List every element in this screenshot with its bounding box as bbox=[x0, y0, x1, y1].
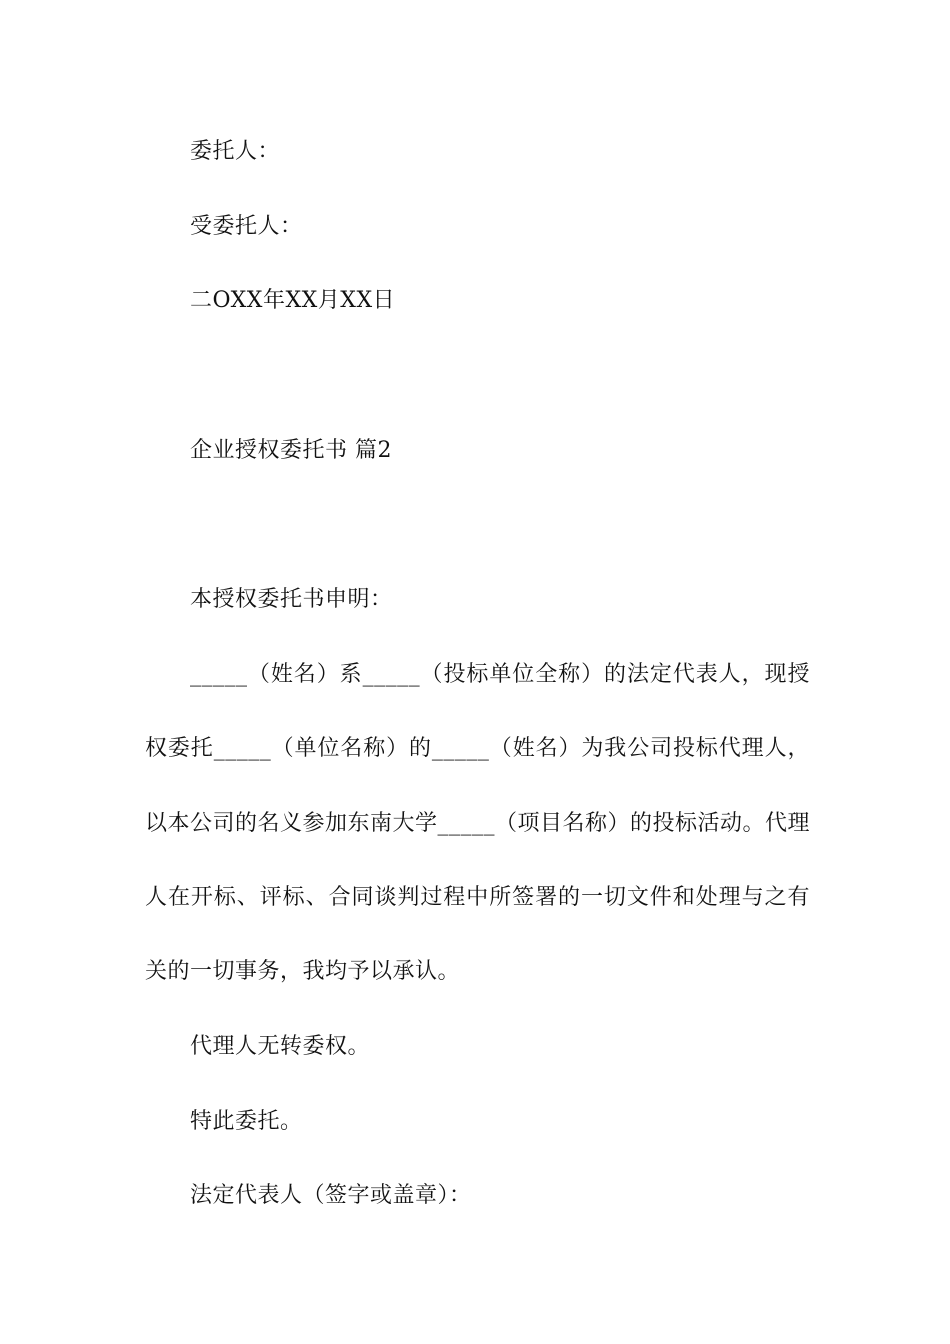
body-line: 权委托_____（单位名称）的_____（姓名）为我公司投标代理人， bbox=[145, 736, 810, 761]
agent-label: 受委托人： bbox=[190, 214, 303, 239]
hereby-text: 特此委托。 bbox=[190, 1109, 303, 1134]
legal-rep-signature-label: 法定代表人（签字或盖章）： bbox=[190, 1183, 472, 1208]
body-line: 人在开标、评标、合同谈判过程中所签署的一切文件和处理与之有 bbox=[145, 885, 810, 910]
body-line: 以本公司的名义参加东南大学_____（项目名称）的投标活动。代理 bbox=[145, 811, 811, 836]
body-line: 关的一切事务，我均予以承认。 bbox=[145, 959, 461, 984]
statement-heading: 本授权委托书申明： bbox=[190, 587, 393, 612]
body-line: _____（姓名）系_____（投标单位全称）的法定代表人，现授 bbox=[190, 662, 810, 687]
section-title: 企业授权委托书 篇2 bbox=[190, 438, 392, 463]
principal-label: 委托人： bbox=[190, 139, 281, 164]
date-line: 二OXX年XX月XX日 bbox=[190, 288, 396, 313]
no-sub-delegation-text: 代理人无转委权。 bbox=[190, 1034, 371, 1059]
